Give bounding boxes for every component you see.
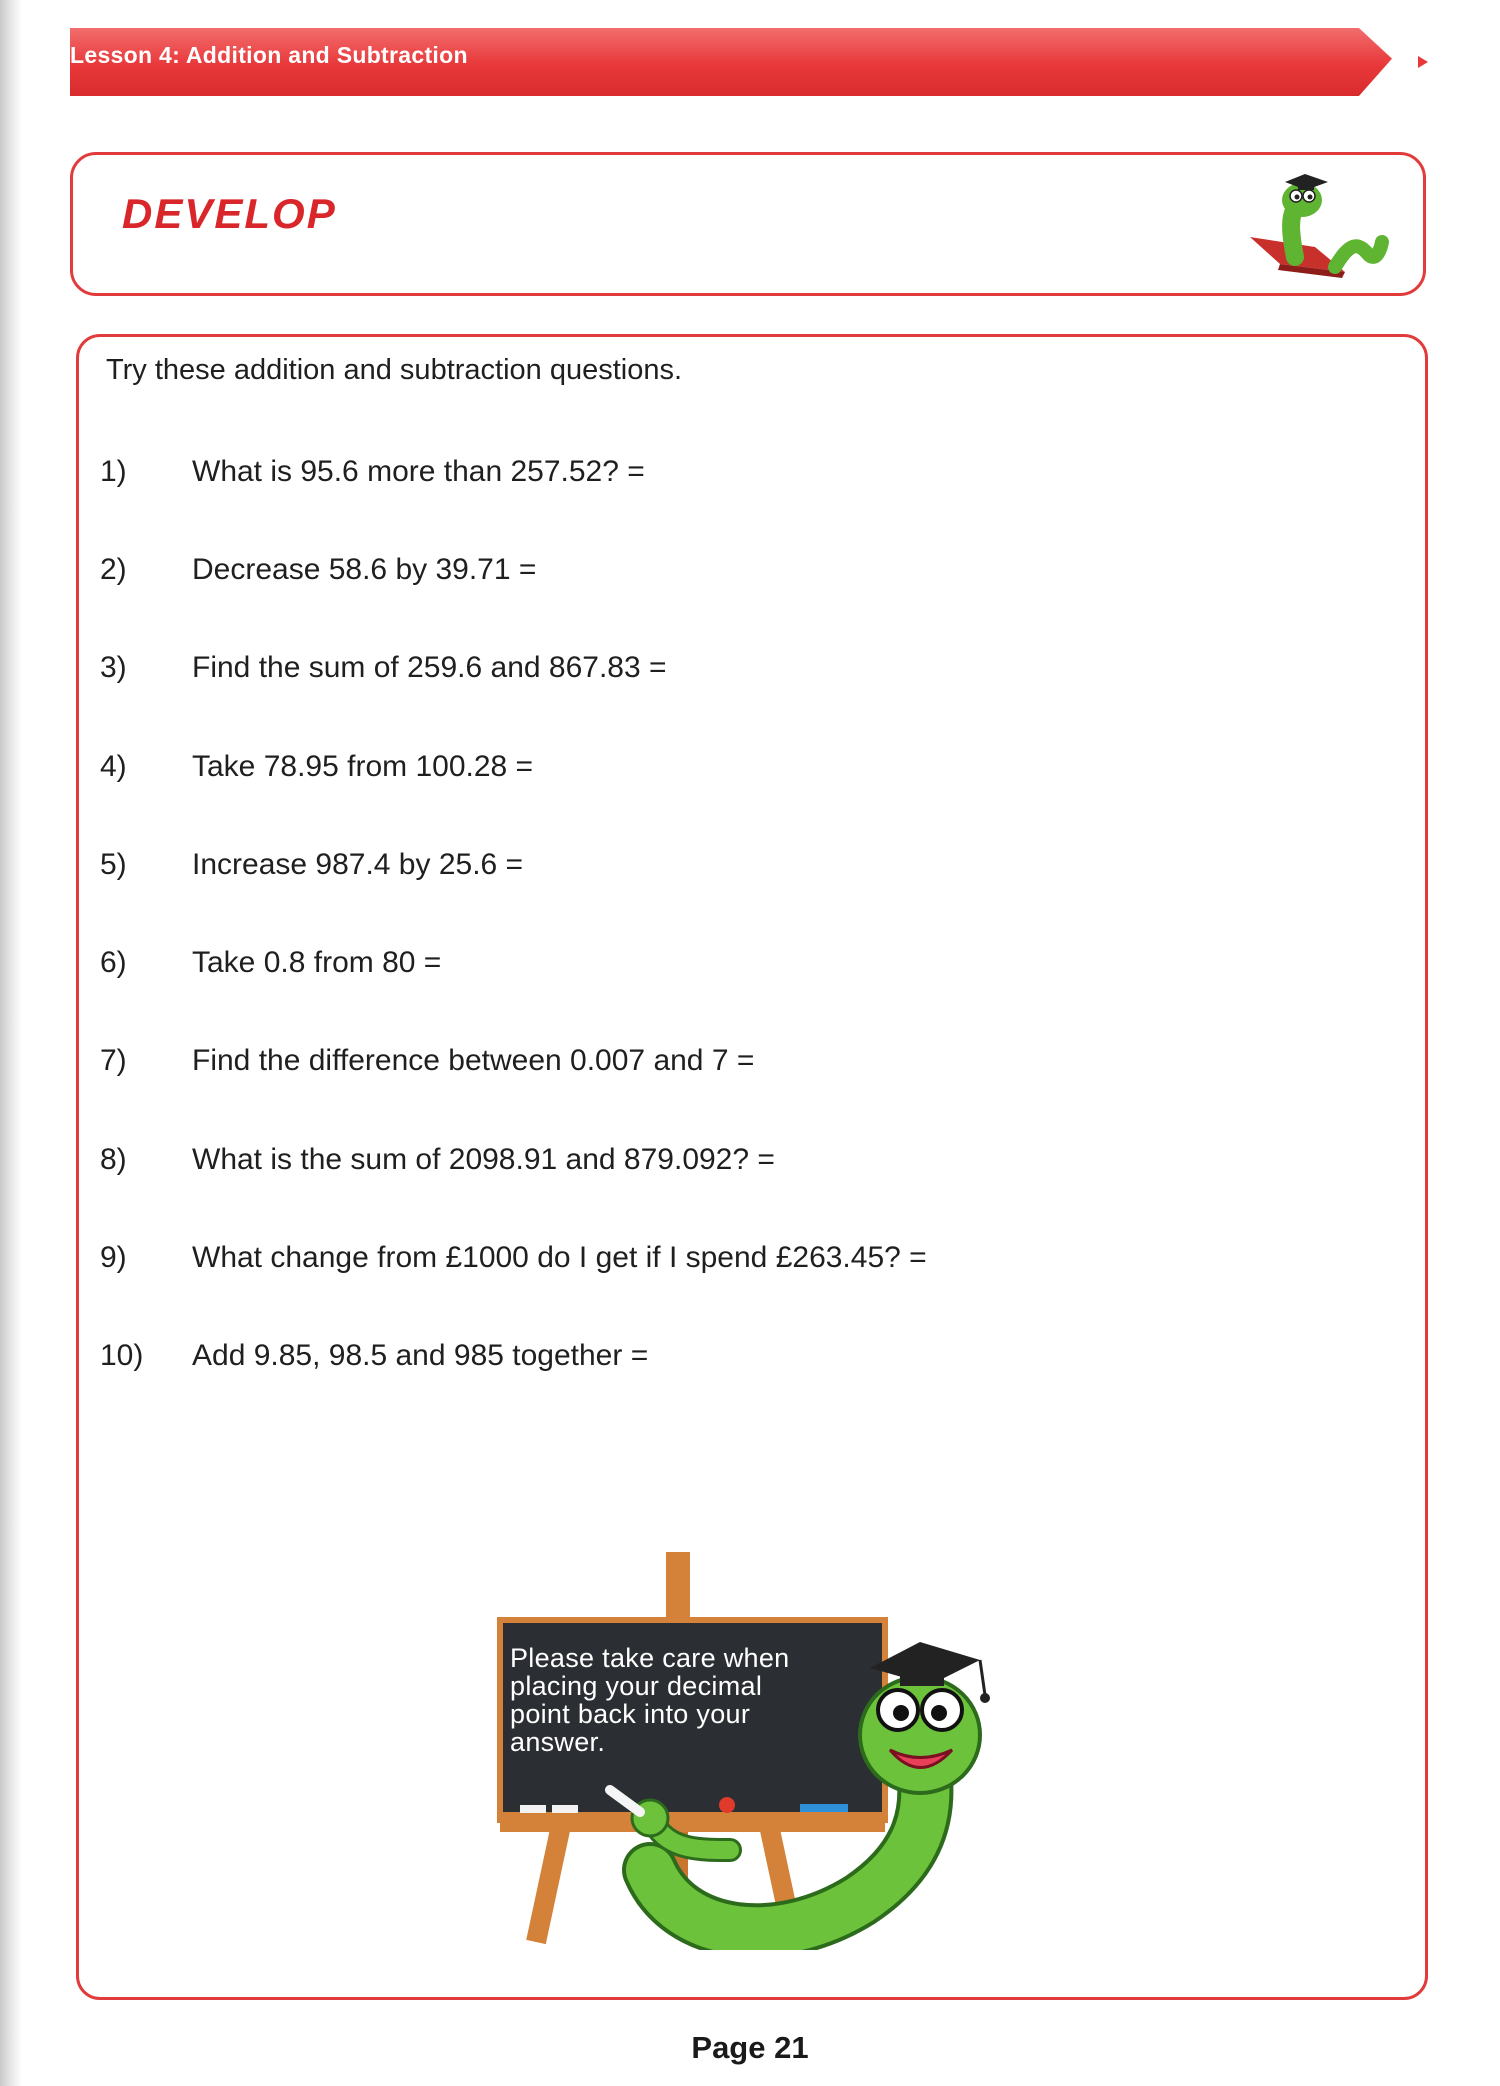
book-spine-shadow: [0, 0, 22, 2086]
question-6: [0, 946, 1500, 986]
question-4: [0, 750, 1500, 790]
question-number: 1): [100, 455, 127, 488]
question-text: Take 78.95 from 100.28 =: [192, 750, 534, 783]
page-number: Page 21: [691, 2030, 809, 2065]
question-text: Add 9.85, 98.5 and 985 together =: [192, 1339, 649, 1372]
question-1: [0, 455, 1500, 495]
question-text: Find the difference between 0.007 and 7 =: [192, 1044, 755, 1077]
question-number: 7): [100, 1044, 127, 1077]
question-number: 10): [100, 1339, 144, 1372]
question-number: 4): [100, 750, 127, 783]
question-5: [0, 848, 1500, 888]
question-9: [0, 1241, 1500, 1281]
question-number: 9): [100, 1241, 127, 1274]
bookworm-graduate-icon: [1240, 172, 1390, 287]
section-title: DEVELOP: [122, 190, 337, 237]
question-number: 6): [100, 946, 127, 979]
question-number: 2): [100, 553, 127, 586]
question-3: [0, 651, 1500, 691]
chalkboard-line: answer.: [510, 1727, 606, 1757]
question-text: Find the sum of 259.6 and 867.83 =: [192, 651, 667, 684]
question-10: [0, 1339, 1500, 1379]
question-text: Take 0.8 from 80 =: [192, 946, 442, 979]
question-2: [0, 553, 1500, 593]
lesson-title: Lesson 4: Addition and Subtraction: [70, 42, 468, 68]
instructions: Try these addition and subtraction questions.: [106, 354, 683, 386]
question-number: 3): [100, 651, 127, 684]
question-number: 8): [100, 1143, 127, 1176]
question-text: What change from £1000 do I get if I spend £263.45? =: [192, 1241, 927, 1274]
question-8: [0, 1143, 1500, 1183]
question-7: [0, 1044, 1500, 1084]
question-text: What is 95.6 more than 257.52? =: [192, 455, 645, 488]
question-text: Increase 987.4 by 25.6 =: [192, 848, 524, 881]
chalkboard-line: point back into your: [510, 1699, 751, 1729]
chalkboard-line: placing your decimal: [510, 1671, 763, 1701]
question-text: What is the sum of 2098.91 and 879.092? =: [192, 1143, 775, 1176]
question-text: Decrease 58.6 by 39.71 =: [192, 553, 537, 586]
chalkboard-message: [510, 1644, 850, 1756]
question-number: 5): [100, 848, 127, 881]
header-arrow-icon: [1418, 56, 1428, 68]
chalkboard-line: Please take care when: [510, 1643, 790, 1673]
